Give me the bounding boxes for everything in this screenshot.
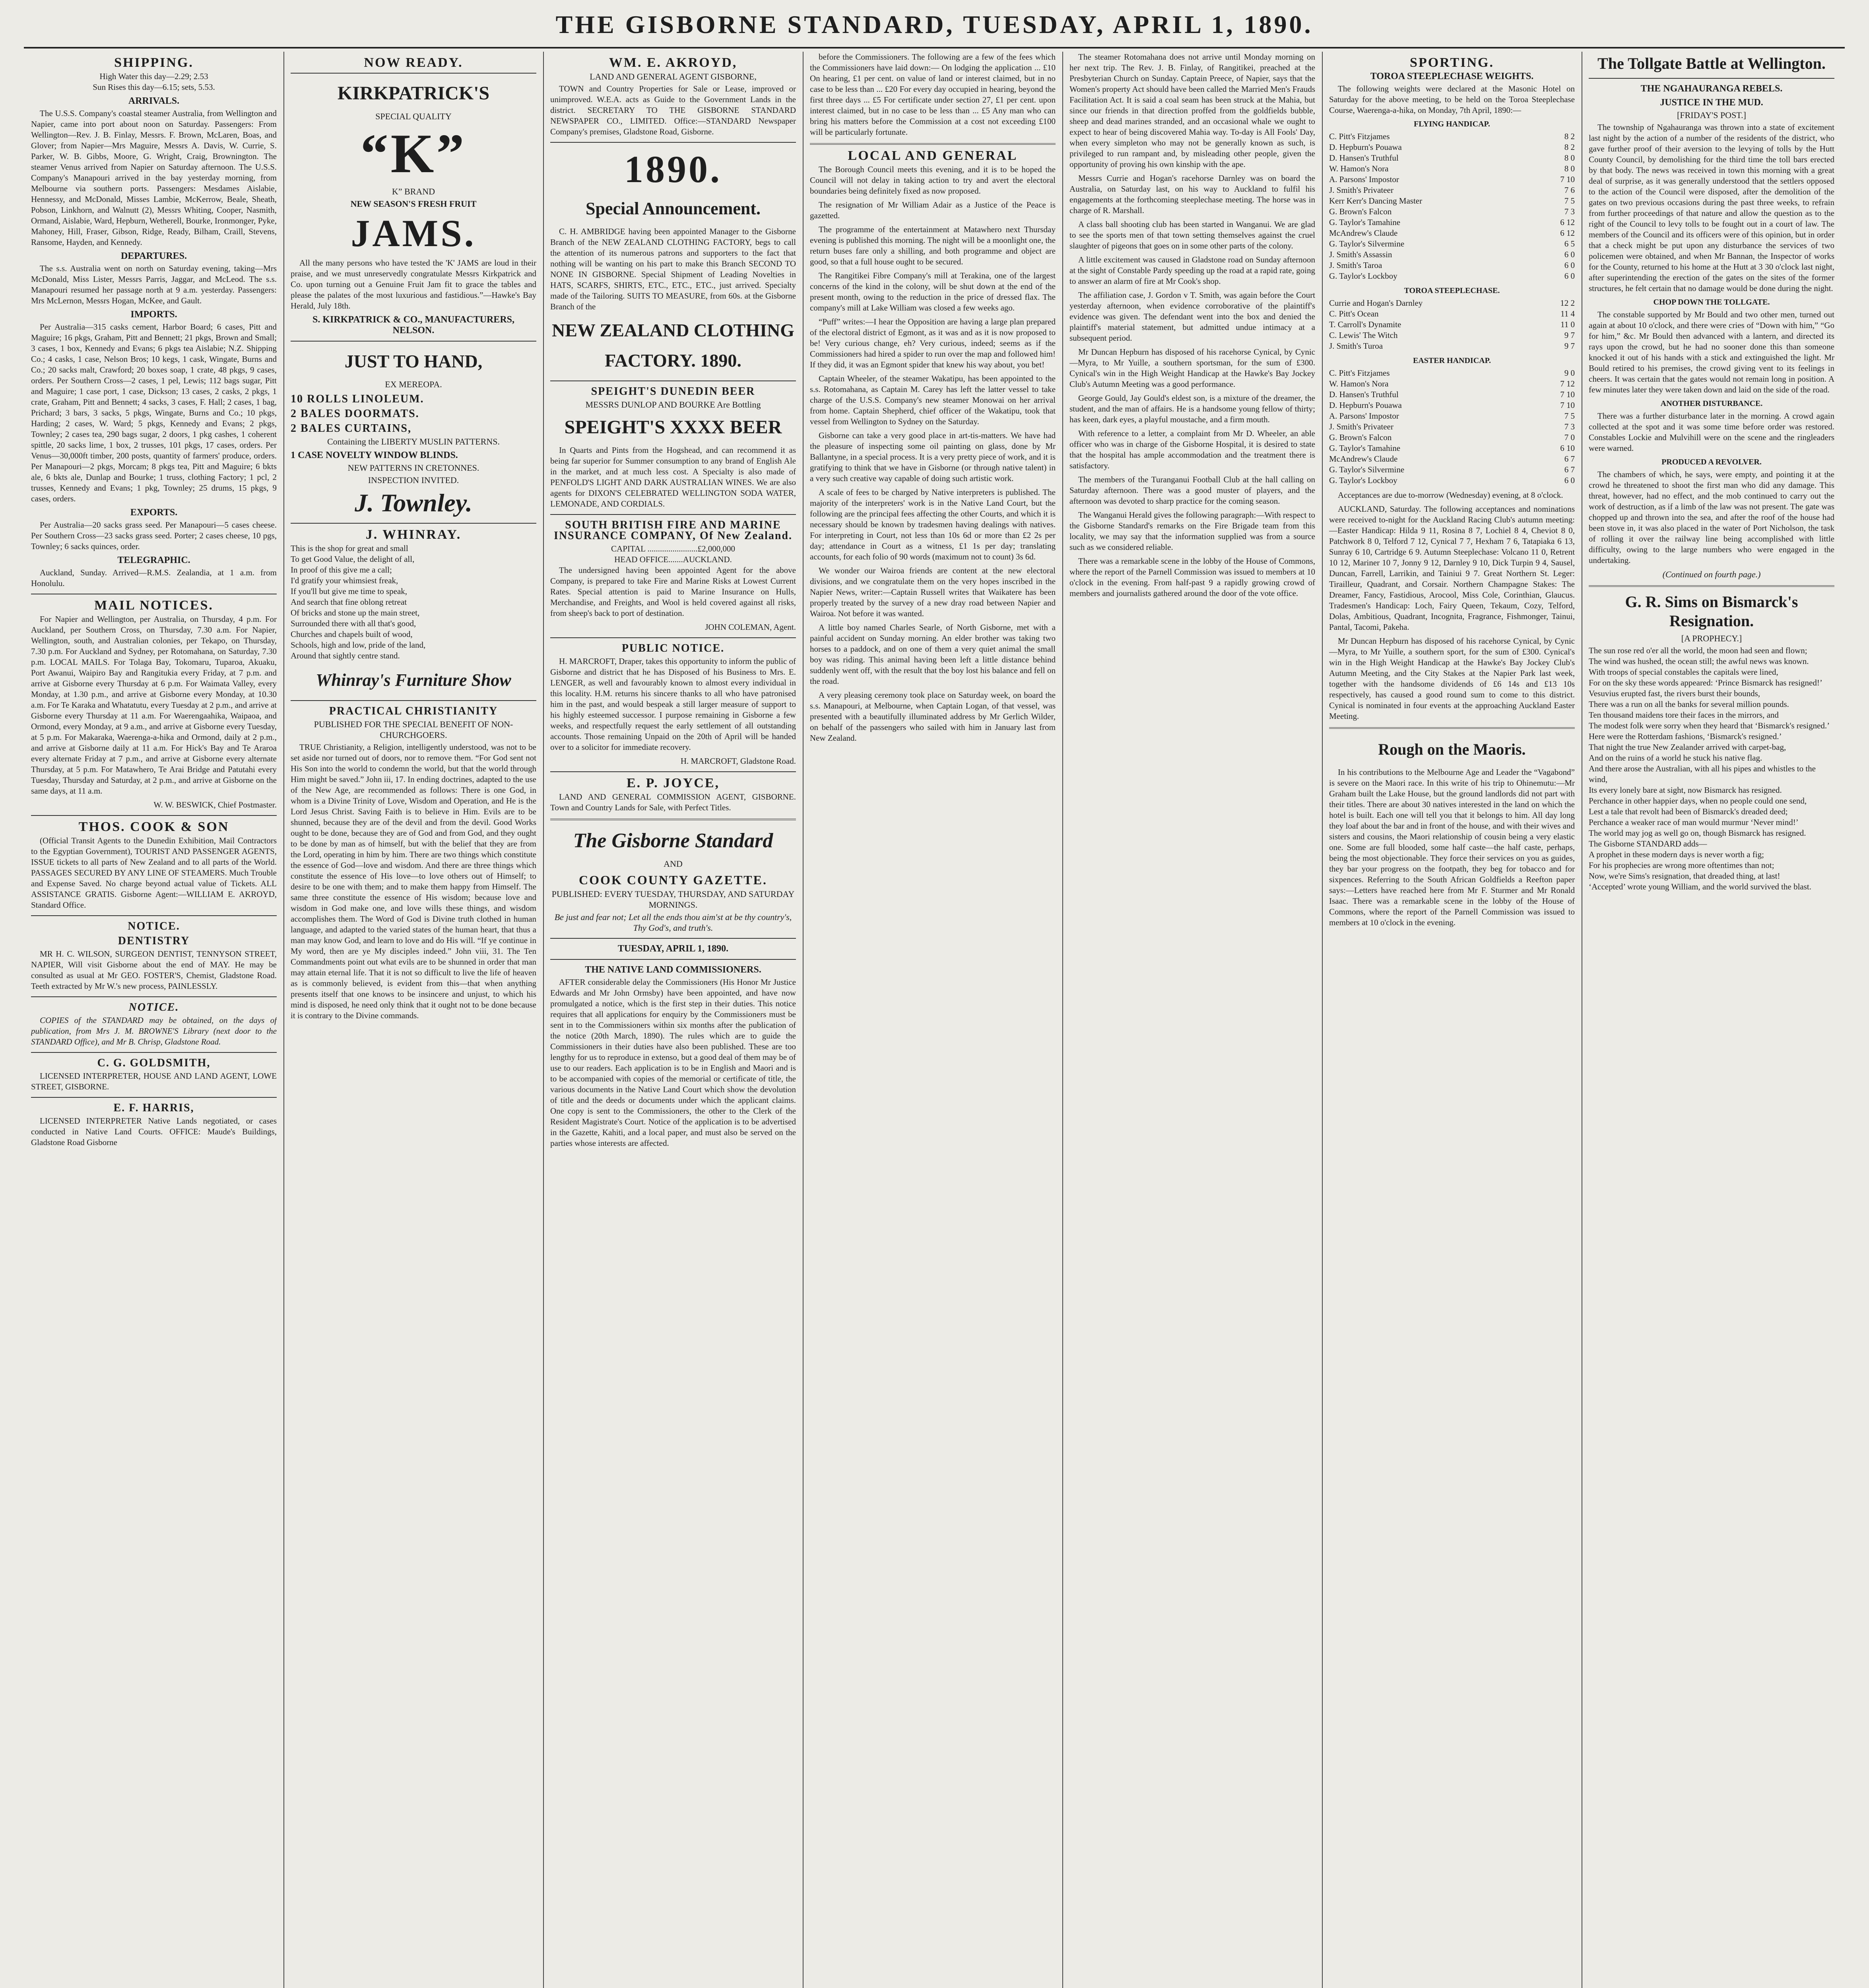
column-6 xyxy=(1329,52,1575,1988)
harris-text: LICENSED INTERPRETER Native Lands negotiated, or cases conducted in Native Land Courts. OFFICE: Maude's Buildings, Gladstone Road Gisborne xyxy=(31,1116,277,1147)
poem-line: Here were the Rotterdam fashions, ‘Bismarck's resigned.’ xyxy=(1589,732,1782,741)
horse-name: C. Pitt's Fitzjames xyxy=(1329,368,1390,378)
divider xyxy=(291,73,536,74)
toroa-intro: The following weights were declared at the Masonic Hotel on Saturday for the above meeting, to be held on the Toroa Steeplechase Course, Waerenga-a-hika, on Monday, 7th April, 1890:— xyxy=(1329,84,1575,115)
standard-and: AND xyxy=(664,859,683,869)
departures-text: The s.s. Australia went on north on Saturday evening, taking—Mrs McDonald, Miss Lister, Messrs Parris, Jaggar, and McLeod. The s.s. Manapouri resumed her passage north at 9 a.m. yesterday. Passengers: Mrs McLernon, Messrs Hogan, McKee, and Gault. xyxy=(31,264,277,305)
horse-weight: 7 12 xyxy=(1560,379,1575,388)
flying-handicap-list xyxy=(1329,131,1575,282)
divider xyxy=(550,142,796,143)
horse-weight: 7 3 xyxy=(1564,207,1575,216)
containing: Containing the LIBERTY MUSLIN PATTERNS. xyxy=(327,437,500,447)
local-item: George Gould, Jay Gould's eldest son, is a mixture of the dreamer, the student, and the man of affairs. He is a handsome young fellow of thirty; has keen, dark eyes, a playful moustache, and a firm mouth. xyxy=(1069,393,1315,424)
column-divider xyxy=(543,52,544,1988)
native-land-text: AFTER considerable delay the Commissioners (His Honor Mr Justice Edwards and Mr John Ormsby) have been appointed, and have now promulgated a notice, which is the first step in their duties. This notice requires that all applications for enquiry by the Commissioners must be sent in to the Commissioners within six months after the publication of the notice (20th March, 1890). The rules which are to guide the Commissioners in their duties have also been published. These are too lengthy for us to reproduce in extenso, but a good deal of them may be of use to our readers. Each application is to be in English and Maori and is to be accompanied with copies of the memorial or certificate of title, the various documents in the Native Land Court which show the devolution of title and the deeds or documents under which the applicant claims. One copy is sent to the Commissioners, the other to the Clerk of the Resident Magistrate's Court. Notice of the application is to be advertised in the Gazette, Kahiti, and a local paper, and must also be served on the parties whose interests are affected. xyxy=(550,977,796,1148)
divider xyxy=(550,819,796,820)
horse-name: G. Taylor's Tamahine xyxy=(1329,217,1401,227)
horse-name: W. Hamon's Nora xyxy=(1329,379,1389,388)
sims-sub: [A PROPHECY.] xyxy=(1681,633,1742,643)
poem-line: Ten thousand maidens tore their faces in the mirrors, and xyxy=(1589,710,1779,720)
poem-line: In proof of this give me a call; xyxy=(291,565,392,575)
weight-row xyxy=(1329,454,1575,464)
poem-line: The world may jog as well go on, though Bismarck has resigned. xyxy=(1589,828,1806,838)
weight-row xyxy=(1329,163,1575,174)
tollgate-text: The township of Ngahauranga was thrown into a state of excitement last night by the action of a number of the residents of the district, who gave further proof of their aversion to the levying of tolls by the Hutt County Council, by demolishing for the third time the toll bars erected by that body. The news was received in town this morning with a great deal of surprise, as it was generally understood that the settlers opposed to the action of the Council were disposed, after the demolition of the gates on two previous occasions during the past three weeks, to refrain from further proceedings of that nature and allow the question as to the right of the Council to levy tolls to be fought out in a court of law. The members of the Council and its officers were of this opinion, but in order that a check might be put upon any disturbance the services of two policemen were obtained, and when Mr Bannan, the Inspector of works for the County, returned to his home at the Hutt at 3 30 o'clock last night, after superintending the erection of the gates on the sites of the former structures, he felt certain that no damage would be done during the night. xyxy=(1589,122,1834,293)
horse-name: T. Carroll's Dynamite xyxy=(1329,320,1401,329)
goldsmith-heading: C. G. GOLDSMITH, xyxy=(97,1057,211,1069)
horse-name: C. Lewis' The Witch xyxy=(1329,330,1398,340)
horse-weight: 6 7 xyxy=(1564,465,1575,474)
local-item: A little boy named Charles Searle, of North Gisborne, met with a painful accident on Sunday morning. An elder brother was taking two horses to a paddock, and on one of them a very quiet animal the small boy was riding. This animal having been left a little distance behind suddenly went off, with the result that the boy lost his balance and fell on the road. xyxy=(810,623,1056,686)
weight-row xyxy=(1329,153,1575,163)
divider xyxy=(810,143,1056,145)
weight-row xyxy=(1329,421,1575,432)
horse-name: G. Taylor's Silvermine xyxy=(1329,239,1405,248)
speights-text: In Quarts and Pints from the Hogshead, and can recommend it as being far superior for Summer consumption to any brand of English Ale in the market, and at much less cost. A Specialty is also made of PENFOLD'S LIGHT AND DARK AUSTRALIAN WINES. We are also agents for DIXON'S CELEBRATED WELLINGTON SODA WATER, LEMONADE, AND CORDIALS. xyxy=(550,445,796,509)
horse-weight: 8 2 xyxy=(1564,132,1575,141)
poem-line: For his prophecies are wrong more oftentimes than not; xyxy=(1589,860,1774,870)
kirkpatrick-company: S. KIRKPATRICK & CO., MANUFACTURERS, NELSON. xyxy=(312,315,514,336)
shipping-heading: SHIPPING. xyxy=(114,55,194,70)
local-item: “Puff” writes:—I hear the Opposition are having a large plan prepared of the electoral district of Egmont, as it was and as it is now proposed to be! Very curious change, eh? Very curious, indeed; seems as if the Commissioners had hired a spider to run over the map and followed him! If they did, it was an Egmont spider that knew his way about, you bet! xyxy=(810,317,1056,369)
column-4 xyxy=(810,52,1056,1988)
flying-heading: FLYING HANDICAP. xyxy=(1414,120,1490,128)
divider xyxy=(550,514,796,515)
akroyd-sub: LAND AND GENERAL AGENT GISBORNE, xyxy=(590,72,757,82)
tide-line: High Water this day—2.29; 2.53 xyxy=(99,72,208,81)
horse-name: G. Taylor's Lockboy xyxy=(1329,271,1397,281)
speights-heading: SPEIGHT'S DUNEDIN BEER xyxy=(591,385,755,398)
tollgate-heading: The Tollgate Battle at Wellington. xyxy=(1597,54,1826,72)
poem-line: For on the sky these words appeared: ‘Prince Bismarck has resigned!’ xyxy=(1589,678,1822,687)
horse-name: G. Brown's Falcon xyxy=(1329,207,1392,216)
horse-name: Kerr Kerr's Dancing Master xyxy=(1329,196,1423,206)
local-item: The programme of the entertainment at Matawhero next Thursday evening is published this morning. The night will be a moonlight one, the return buses fare only a shilling, and both programme and object are good, so that a full house ought to be secured. xyxy=(810,225,1056,266)
mail-heading: MAIL NOTICES. xyxy=(94,598,213,613)
weight-row xyxy=(1329,196,1575,206)
notice-heading: NOTICE. xyxy=(128,920,180,932)
goldsmith-text: LICENSED INTERPRETER, HOUSE AND LAND AGENT, LOWE STREET, GISBORNE. xyxy=(31,1071,277,1091)
steeplechase-list xyxy=(1329,298,1575,351)
justice-heading: JUSTICE IN THE MUD. xyxy=(1660,97,1763,108)
horse-weight: 6 5 xyxy=(1564,239,1575,248)
motto: Be just and fear not; Let all the ends thou aim'st at be thy country's, Thy God's, and truth's. xyxy=(554,912,792,933)
horse-weight: 8 2 xyxy=(1564,142,1575,152)
sims-poem xyxy=(1589,645,1834,892)
acceptances-text: Acceptances are due to-morrow (Wednesday) evening, at 8 o'clock. xyxy=(1338,490,1563,500)
standard-subtitle: COOK COUNTY GAZETTE. xyxy=(579,873,767,887)
local-item: There was a remarkable scene in the lobby of the House of Commons, where the report of the Parnell Commission was issued to members at 10 o'clock in the evening. From half-past 9 a rapidly growing crowd of members and journalists gathered around the door of the vote office. xyxy=(1069,556,1315,598)
weight-row xyxy=(1329,249,1575,260)
sun-line: Sun Rises this day—6.15; sets, 5.53. xyxy=(93,82,215,92)
horse-name: McAndrew's Claude xyxy=(1329,454,1398,464)
revolver-heading: PRODUCED A REVOLVER. xyxy=(1661,458,1762,466)
poem-line: ‘Accepted’ wrote young William, and the world survived the blast. xyxy=(1589,882,1811,891)
speights-big: SPEIGHT'S XXXX BEER xyxy=(564,417,782,438)
column-divider xyxy=(1062,52,1063,1988)
divider xyxy=(31,915,277,916)
easter-heading: EASTER HANDICAP. xyxy=(1413,356,1491,365)
horse-weight: 8 0 xyxy=(1564,164,1575,173)
weight-row xyxy=(1329,475,1575,486)
local-item: We wonder our Wairoa friends are content at the new electoral divisions, and we congratulate them on the very hopes inscribed in the Napier News, writer:—Captain Russell writes that Waikatere has been properly treated by the survey of a new dray road between Napier and Wairoa. Not before it was wanted. xyxy=(810,566,1056,618)
local-item: A class ball shooting club has been started in Wanganui. We are glad to see the sports men of that town setting themselves against the cruel slaughter of pigeons that goes on in some other parts of the colony. xyxy=(1069,219,1315,250)
native-land-heading: THE NATIVE LAND COMMISSIONERS. xyxy=(585,965,761,975)
column-7 xyxy=(1589,52,1834,1988)
horse-name: D. Hepburn's Pouawa xyxy=(1329,142,1402,152)
horse-name: J. Smith's Assassin xyxy=(1329,250,1392,259)
local-item: A little excitement was caused in Gladstone road on Sunday afternoon at the sight of Constable Pardy speeding up the road at a rapid rate, going to answer an alarm of fire at Mr Cook's shop. xyxy=(1069,255,1315,286)
divider xyxy=(550,637,796,638)
horse-name: A. Parsons' Impostor xyxy=(1329,411,1399,421)
masthead xyxy=(24,6,1845,45)
townley-signature: J. Townley. xyxy=(355,489,472,517)
poem-line: With troops of special constables the capitals were lined, xyxy=(1589,667,1778,677)
k-brand-label: K” BRAND xyxy=(392,186,435,196)
local-item: The Rangitikei Fibre Company's mill at Terakina, one of the largest concerns of the kind in the colony, will be shut down at the end of the present month, owing to the reduction in the price of dressed flax. The company's mill at Lake William was closed a few weeks ago. xyxy=(810,271,1056,313)
poem-line: Churches and chapels built of wood, xyxy=(291,629,413,639)
horse-name: G. Taylor's Lockboy xyxy=(1329,476,1397,485)
horse-weight: 9 0 xyxy=(1564,368,1575,378)
practical-text: TRUE Christianity, a Religion, intelligently understood, was not to be set aside nor turned out of doors, nor to remove them. “For God sent not His Son into the world to condemn the world, but that the world through Him might be saved.” John iii, 17. In ending doctrines, adapted to the use of the New Age, are recommended as follows: There is one God, in whom is a Divine Trinity of Love, Wisdom and Operation, and He is the Lord Jesus Christ. Saving Faith is to believe in Him. Evils are to be shunned, because they are of the devil and from the devil. Good Works ought to be done, because they are of God and from God, and they ought to be done by man as of himself, but with the belief that they are from the Lord, operating in him by him. There are two things which constitute the essence of God—love and wisdom. And there are three things which constitute the essence of His love—to love others out of Himself; to desire to be one with them; and to make them happy from Himself. The same three constitute the essence of His wisdom; because love and wisdom in God make one, and love wills these things, and wisdom accomplishes them. The Word of God is Divine truth clothed in human language, and adapted to the varied states of the human heart, that thus a man may know God, and learn to love and do His will. “If ye continue in My word, then are ye My disciples indeed.” John viii, 31. The Ten Commandments point out what evils are to be shunned in order that man may attain eternal life. That it is not so difficult to live the life of heaven as is commonly believed, is evident from this—that when anything presents itself that one knows to be insincere and unjust, to which his mind is disposed, he need only think that it ought not to be done because it is contrary to the Divine commands. xyxy=(291,742,536,1020)
sporting-heading: SPORTING. xyxy=(1410,55,1494,70)
poem-line: To get Good Value, the delight of all, xyxy=(291,554,415,564)
practical-sub: PUBLISHED FOR THE SPECIAL BENEFIT OF NON-CHURCHGOERS. xyxy=(314,719,513,740)
poem-line: This is the shop for great and small xyxy=(291,544,408,553)
local-item: Gisborne can take a very good place in art-tis-matters. We have had the pleasure of inspecting some oil painting on glass, done by Mr Ballantyne, in a special process. It is a very pretty piece of work, and it is gratifying to think that we have in Gisborne (or through native talent) in a very such creative way capable of doing such artistic work. xyxy=(810,431,1056,483)
marcroft-signature: H. MARCROFT, Gladstone Road. xyxy=(680,756,796,766)
horse-name: D. Hansen's Truthful xyxy=(1329,153,1399,163)
item-doormats: 2 BALES DOORMATS. xyxy=(291,408,419,420)
horse-name: J. Smith's Privateer xyxy=(1329,422,1394,431)
another-text: There was a further disturbance later in the morning. A crowd again collected at the spot and it was some time before order was restored. Constables Lockie and Mulvihill were on the scene and the ringleaders were warned. xyxy=(1589,411,1834,453)
rough-heading: Rough on the Maoris. xyxy=(1378,740,1526,758)
horse-name: Currie and Hogan's Darnley xyxy=(1329,298,1423,308)
dentistry-text: MR H. C. WILSON, SURGEON DENTIST, TENNYSON STREET, NAPIER, Will visit Gisborne about the end of MAY. He may be consulted as usual at Mr GEO. FOSTER'S, Chemist, Gladstone Road. Teeth extracted by Mr W.'s new process, PAINLESSLY. xyxy=(31,949,277,991)
divider xyxy=(550,771,796,772)
horse-name: G. Brown's Falcon xyxy=(1329,433,1392,442)
poem-line: The sun rose red o'er all the world, the moon had seen and flown; xyxy=(1589,646,1807,655)
divider xyxy=(1589,78,1834,79)
horse-weight: 11 4 xyxy=(1560,309,1575,318)
horse-weight: 9 7 xyxy=(1564,330,1575,340)
masthead-rule xyxy=(24,47,1845,49)
published-line: PUBLISHED: EVERY TUESDAY, THURSDAY, AND SATURDAY MORNINGS. xyxy=(551,889,795,910)
weight-row xyxy=(1329,185,1575,196)
coleman-signature: JOHN COLEMAN, Agent. xyxy=(705,622,796,632)
whinray-poem xyxy=(291,543,536,661)
departures-heading: DEPARTURES. xyxy=(120,251,187,261)
capital-line: CAPITAL ........................£2,000,000 xyxy=(611,544,735,553)
local-continued-text: The steamer Rotomahana does not arrive until Monday morning on her next trip. The Rev. J. B. Finlay, of Rangitikei, preached at the Presbyterian Church on Sunday. Captain Preece, of Napier, says that the Women's property Act should have been called the Married Men's Frauds Facilitation Act. It is said a coal seam has been struck at the Mahia, but since our friends in that direction proffed from the goldfields bubble, sheep and dead marines stranded, and an occasional whale we ought to expect to hear of being discovered Mahia way. To-day is All Fools' Day, when every simpleton who may not be generally known as such, is privileged to run rampant and, by misleading other people, given the opportunity of proving his own kinship with the ape. xyxy=(1069,52,1315,169)
local-item: With reference to a letter, a complaint from Mr D. Wheeler, an able officer who was in charge of the Gisborne Hospital, it is desired to state that the hospital has ample accommodation and the treatment there is satisfactory. xyxy=(1069,429,1315,470)
cook-text: (Official Transit Agents to the Dunedin Exhibition, Mail Contractors to the Egyptian Government), TOURIST AND PASSENGER AGENTS, ISSUE tickets to all parts of New Zealand and to all parts of the World. PASSAGES SECURED BY ANY LINE OF STEAMERS. Much Trouble and Expense Saved. No charge beyond actual value of Tickets. ALL ASSISTANCE GRATIS. Gisborne Agent:—WILLIAM E. AKROYD, Standard Office. xyxy=(31,836,277,910)
imports-text: Per Australia—315 casks cement, Harbor Board; 6 cases, Pitt and Maguire; 16 pkgs, Graham, Pitt and Bennett; 21 pkgs, Brown and Small; 3 cases, 1 box, Kennedy and Evans; 6 pkgs tea Aislabie; N.Z. Shipping Co.; 4 casks, 1 case, Nelson Bros; 10 kegs, 1 cask, Wingate, Burns and Co.; 20 sacks malt, Crawford; 20 boxes soap, 1 crate, 48 pkgs, 9 cases, orders. Per Southern Cross—2 cases, 1 pel, Lewis; 112 bags sugar, Pitt and Maguire; 1 case port, 1 case, Dickson; 13 cases, 2 casks, 2 pkgs, 1 crate, Graham, Pitt and Bennett; 4 sacks, 3 cases, F. Hall; 2 cases, 1 bag, Prichard; 3 bars, 3 sacks, 5 pkgs, Wingate, Burns and Co.; 10 pkgs, Harding; 2 cases, W. Ward; 5 pkgs, Kennedy and Evans; 2 pkgs, Townley; 2 cases tea, 290 bags sugar, 2 doors, 1 pkg cashes, 1 coherent spittle, 20 sacks lime, 1 box, 2 trusses, 101 pkgs, 17 cases, orders. Per Venus—30,000ft timber, 200 posts, quantity of farmers' produce, orders. Per Manapouri—2 pkgs, Morcam; 8 pkgs tea, Pitt and Maguire; 6 bkts ale, 6 bkts ale, Dunlap and Bourke; 1 truss, clothing Factory; 1 pcl, 2 trusses, Kennedy and Evans; 1 pkg, Townley; 25 drums, 15 pkgs, 9 cases, orders. xyxy=(31,322,277,503)
poem-line: And search that fine oblong retreat xyxy=(291,597,407,607)
poem-line: A prophet in these modern days is never worth a fig; xyxy=(1589,850,1764,859)
poem-line: Of bricks and stone up the main street, xyxy=(291,608,420,617)
horse-weight: 7 0 xyxy=(1564,433,1575,442)
weight-row xyxy=(1329,464,1575,475)
poem-line: And there arose the Australian, with all his pipes and whistles to the wind, xyxy=(1589,764,1816,784)
chop-heading: CHOP DOWN THE TOLLGATE. xyxy=(1653,298,1770,307)
rough-text: In his contributions to the Melbourne Age and Leader the “Vagabond” is severe on the Maori race. In this write of his trip to Ohinemutu:—Mr Graham built the Lake House, but the ground landlords did not part with their titles. There are about 30 natives interested in the land on which the hotel is built. Each one will tell you that it belongs to him. All day long they loaf about the bar and in front of the house, and with their wives and sisters and cousins, the Maori relationship of cousin being a very elastic one. Some are full blooded, some half caste—the half caste, perhaps, being the most objectionable. They force their services on you as guides, they bar your progress on the footpath, they beg for tobacco and for sixpences. Referring to the South African Goldfields a Reefton paper says:—Letters have reached here from Mr F. Sturmer and Mr Ronald Isaac. There was a remarkable scene in the lobby of the House of Commons, where the report of the Parnell Commission was issued to members at 10 o'clock in the evening. xyxy=(1329,767,1575,927)
horse-name: D. Hansen's Truthful xyxy=(1329,390,1399,399)
horse-weight: 6 0 xyxy=(1564,271,1575,281)
horse-name: McAndrew's Claude xyxy=(1329,228,1398,238)
local-item: A very pleasing ceremony took place on Saturday week, on board the s.s. Manapouri, at Melbourne, when Captain Logan, of that vessel, was presented with a beautifully illuminated address by Mr Gerlich Wilder, on behalf of the passengers who sailed with him in January last from New Zealand. xyxy=(810,690,1056,743)
weight-row xyxy=(1329,174,1575,185)
weight-row xyxy=(1329,379,1575,389)
divider xyxy=(1329,727,1575,729)
post-line: [FRIDAY'S POST.] xyxy=(1677,110,1746,120)
weight-row xyxy=(1329,432,1575,443)
horse-name: J. Smith's Taroa xyxy=(1329,260,1382,270)
poem-line: Its every lonely bare at sight, now Bismarck has resigned. xyxy=(1589,785,1782,795)
poem-line: If you'll but give me time to speak, xyxy=(291,586,408,596)
horse-weight: 7 3 xyxy=(1564,422,1575,431)
hepburn-text: Mr Duncan Hepburn has disposed of his racehorse Cynical, by Cynic—Myra, to Mr Yuille, a southern sport, for the sum of £300. Cynical's win in the High Weight Handicap at the Hawke's Bay Jockey Club's Autumn Meeting, and the City Stakes at the Napier Park last week, together with the handsome dividends of £6 14s and £13 10s respectively, has caused a good round sum to come to this district. Cynical is nominated in four events at the approaching Auckland Easter Meeting. xyxy=(1329,636,1575,721)
column-divider xyxy=(283,52,284,1988)
weight-row xyxy=(1329,260,1575,271)
arrivals-heading: ARRIVALS. xyxy=(128,96,180,106)
ambridge-text: C. H. AMBRIDGE having been appointed Manager to the Gisborne Branch of the NEW ZEALAND CLOTHING FACTORY, begs to call the attention of its numerous patrons and supporters to the fact that nothing will be wanting on his part to make this Branch SECOND TO NONE IN GISBORNE. Special Shipment of Leading Novelties in HATS, SCARFS, SHIRTS, ETC., ETC., ETC., just arrived. Specialty made of the Tailoring. SUITS TO MEASURE, from 60s. at the Gisborne Branch of the xyxy=(550,227,796,311)
local-item: The resignation of Mr William Adair as a Justice of the Peace is gazetted. xyxy=(810,200,1056,220)
cook-heading: THOS. COOK & SON xyxy=(78,819,229,834)
year-1890: 1890. xyxy=(624,148,722,190)
divider xyxy=(31,996,277,997)
horse-name: D. Hepburn's Pouawa xyxy=(1329,400,1402,410)
just-to-hand: JUST TO HAND, xyxy=(344,351,483,371)
divider xyxy=(1589,585,1834,587)
public-notice-heading: PUBLIC NOTICE. xyxy=(621,642,725,654)
local-general-heading: LOCAL AND GENERAL xyxy=(848,148,1018,163)
column-divider xyxy=(1322,52,1323,1988)
masthead-title: THE GISBORNE STANDARD, TUESDAY, APRIL 1, 1890. xyxy=(555,10,1313,39)
weight-row xyxy=(1329,400,1575,411)
chop-text: The constable supported by Mr Bould and two other men, turned out again at about 10 o'clock, and there were cries of “Down with him,” “Go for him,” &c. Mr Bould then advanced with a lantern, and directed its rays upon the crowd, but he had no sooner done this than someone knocked it out of his hands with a stick and extinguished the light. Mr Bould retired to his premises, the crowd giving vent to its feelings in cheers. It was certain that the gates would not remain long in position. A few minutes later they were taken down and laid on the side of the road. xyxy=(1589,310,1834,394)
horse-weight: 6 0 xyxy=(1564,260,1575,270)
divider xyxy=(31,815,277,816)
new-season: NEW SEASON'S FRESH FRUIT xyxy=(350,199,477,209)
divider xyxy=(550,959,796,960)
akroyd-text: TOWN and Country Properties for Sale or Lease, improved or unimproved. W.E.A. acts as Guide to the Government Lands in the district. SECRETARY TO THE GISBORNE STANDARD NEWSPAPER CO., LIMITED. Office:—STANDARD Newspaper Company's premises, Gladstone Road, Gisborne. xyxy=(550,84,796,136)
weight-row xyxy=(1329,309,1575,319)
weight-row xyxy=(1329,341,1575,351)
local-item: Messrs Currie and Hogan's racehorse Darnley was on board the Australia, on Saturday last, on his way to Auckland to fulfil his engagements at the forthcoming steeplechase meeting. The horse was in charge of R. Marshall. xyxy=(1069,173,1315,215)
joyce-heading: E. P. JOYCE, xyxy=(626,776,720,790)
jams-text: All the many persons who have tested the 'K' JAMS are loud in their praise, and we must unreservedly congratulate Messrs Kirkpatrick and Co. upon turning out a Genuine Fruit Jam fit to grace the tables and please the palates of the most luxurious and fastidious.”—Hawke's Bay Herald, July 18th. xyxy=(291,258,536,311)
horse-weight: 8 0 xyxy=(1564,153,1575,163)
horse-weight: 12 2 xyxy=(1560,298,1575,308)
horse-name: C. Pitt's Fitzjames xyxy=(1329,132,1390,141)
local-item: A scale of fees to be charged by Native interpreters is published. The majority of the interpreters' work is in the Native Land Court, but the following are the principal fees affecting the other Courts, and which it is necessary should be known by tradesmen having dealings with natives. For interpreting in Court, not less than 10s 6d or more than £2 2s per day; attendance in Court as a witness, £1 1s per day; translating accounts, for each folio of 90 words (maximum not to count) 3s 6d. xyxy=(810,487,1056,561)
toroa-heading: TOROA STEEPLECHASE WEIGHTS. xyxy=(1370,71,1534,82)
jams-heading: JAMS. xyxy=(351,212,476,254)
poem-line: That night the true New Zealander arrived with carpet-bag, xyxy=(1589,742,1786,752)
weight-row xyxy=(1329,330,1575,341)
nz-clothing-factory: NEW ZEALAND CLOTHING FACTORY. 1890. xyxy=(551,320,795,371)
weight-row xyxy=(1329,319,1575,330)
poem-line: The wind was hushed, the ocean still; the awful news was known. xyxy=(1589,656,1809,666)
another-heading: ANOTHER DISTURBANCE. xyxy=(1660,399,1763,408)
auckland-text: AUCKLAND, Saturday. The following acceptances and nominations were received to-night for the Auckland Racing Club's autumn meeting:—Easter Handicap: Hilda 9 11, Rosina 8 7, Lochiel 8 4, Cheviot 8 0, Patchwork 8 0, Telford 7 12, Cynical 7 7, Hexham 7 6, Tatapiaka 6 13, Sunray 6 10, Cartridge 6 9. Autumn Steeplechase: Volcano 11 0, Retrent 10 12, Mariner 10 7, Jonny 9 12, Darnley 9 10, Dick Turpin 9 4, Sausel, Duncan, Farrell, Larrikin, and Tainiui 9 7. Great Northern St. Leger: Tirailleur, Quadrant, and Corsair. Northern Champagne Stakes: The Dreamer, Fancy, Fastidious, Arocool, Miss Cole, Corinthian, Glaucus. Tradesmen's Handicap: Loch, Fairy Queen, Tekaum, Cozy, Telford, Dolas, Ambitious, Quadrant, Incognita, Fragrance, Fishmonger, Tainui, Pantal, Tacomi, Pakeha. xyxy=(1329,504,1575,632)
weight-row xyxy=(1329,131,1575,142)
column-3 xyxy=(550,52,796,1988)
mail-text: For Napier and Wellington, per Australia, on Thursday, 4 p.m. For Auckland, per Southern Cross, on Thursday, 7.30 a.m. For Napier, Wellington, south, and Australian colonies, per Tekapo, on Thursday, 7.30 p.m. For Auckland and Sydney, per Rotomahana, on Saturday, 7.30 p.m. LOCAL MAILS. For Tolaga Bay, Tokomaru, Tuparoa, Akuaku, Port Awanui, Waipiro Bay and Rangitukia every Friday, at 7 p.m. and arrive at Gisborne every Thursday at 6 p.m. For Waimata Valley, every Monday, at 1.30 p.m., and arrive at Gisborne every Monday, at 10.30 a.m. For Te Karaka and Whatatutu, every Tuesday at 2 p.m., and arrive at Gisborne every Thursday at 11 a.m. For Waerengaahika, Waipaoa, and Ormond, every Monday, at 9 a.m., and arrive at Gisborne every Tuesday, at 5 p.m. For Makaraka, Waerenga-a-hika and Ormond, daily at 2 p.m., and arrive at Gisborne daily at 11 a.m. For Hick's Bay and Te Araroa every alternate Friday at 7 p.m., and arrive at Gisborne every alternate Thursday, at 5 p.m. For Matawhero, Te Arai Bridge and Patutahi every Tuesday, Thursday and Saturday, at 2 p.m., and arrive at Gisborne on the same days, at 11 a.m. xyxy=(31,614,277,796)
horse-weight: 7 10 xyxy=(1560,400,1575,410)
horse-weight: 6 0 xyxy=(1564,250,1575,259)
weight-row xyxy=(1329,206,1575,217)
continued-line: (Continued on fourth page.) xyxy=(1662,569,1761,579)
revolver-text: The chambers of which, he says, were empty, and pointing it at the crowd he threatened to shoot the first man who did any damage. This threat, however, had no effect, and the mob continued to carry out the work of destruction, as if a limb of the law was not present. The gate was chopped up and thrown into the sea, and after the roof of the house had been stove in, it was also placed in the water of Port Nicholson, the task of rolling it over the railway line being accomplished with little difficulty, owing to the large numbers who were engaged in the undertaking. xyxy=(1589,470,1834,565)
horse-weight: 6 7 xyxy=(1564,454,1575,464)
issue-date: TUESDAY, APRIL 1, 1890. xyxy=(617,944,729,954)
divider xyxy=(291,700,536,701)
notice2-text: COPIES of the STANDARD may be obtained, on the days of publication, from Mrs J. M. BROWNE'S Library (next door to the STANDARD Office), and Mr B. Chrisp, Gladstone Road. xyxy=(31,1015,277,1046)
horse-weight: 6 10 xyxy=(1560,443,1575,453)
item-blinds: 1 CASE NOVELTY WINDOW BLINDS. xyxy=(291,450,458,460)
weight-row xyxy=(1329,389,1575,400)
practical-heading: PRACTICAL CHRISTIANITY xyxy=(329,705,498,717)
special-announcement: Special Announcement. xyxy=(585,199,761,218)
local-item: Mr Duncan Hepburn has disposed of his racehorse Cynical, by Cynic—Myra, to Mr Yuille, a southern sportsman, for the sum of £300. Cynical's win in the High Weight Handicap at the Hawke's Bay Jockey Club's Autumn Meeting was a good performance. xyxy=(1069,347,1315,389)
horse-weight: 6 0 xyxy=(1564,476,1575,485)
horse-name: G. Taylor's Silvermine xyxy=(1329,465,1405,474)
horse-weight: 6 12 xyxy=(1560,228,1575,238)
whinray-heading: J. WHINRAY. xyxy=(365,527,462,542)
horse-weight: 11 0 xyxy=(1560,320,1575,329)
horse-name: J. Smith's Turoa xyxy=(1329,341,1383,351)
weight-row xyxy=(1329,142,1575,153)
easter-handicap-list xyxy=(1329,368,1575,486)
divider xyxy=(31,1052,277,1053)
divider xyxy=(291,341,536,342)
telegraphic-heading: TELEGRAPHIC. xyxy=(117,555,190,565)
exports-text: Per Australia—20 sacks grass seed. Per Manapouri—5 cases cheese. Per Southern Cross—23 sacks grass seed. Porter; 2 cases cheese, 10 pgs, Townley; 6 sacks quinces, order. xyxy=(31,520,277,551)
weight-row xyxy=(1329,368,1575,379)
south-british-text: The undersigned having been appointed Agent for the above Company, is prepared to take Fire and Marine Risks at Lowest Current Rates. Special attention is paid to Marine Insurance on Hulls, Merchandise, and Freights, and Wool is held covered against all risks, from sheep's back to port of destination. xyxy=(550,565,796,618)
kirkpatrick-heading: KIRKPATRICK'S xyxy=(337,83,490,104)
weight-row xyxy=(1329,443,1575,454)
harris-heading: E. F. HARRIS, xyxy=(113,1102,194,1114)
item-linoleum: 10 ROLLS LINOLEUM. xyxy=(291,393,424,405)
horse-weight: 7 10 xyxy=(1560,175,1575,184)
divider xyxy=(550,938,796,939)
sims-heading: G. R. Sims on Bismarck's Resignation. xyxy=(1625,593,1798,630)
poem-line: And on the ruins of a world he stuck his native flag. xyxy=(1589,753,1762,763)
dentistry-heading: DENTISTRY xyxy=(118,935,190,947)
speights-sub: MESSRS DUNLOP AND BOURKE Are Bottling xyxy=(585,400,761,410)
poem-line: Perchance in other happier days, when no people could one send, xyxy=(1589,796,1807,806)
special-quality: SPECIAL QUALITY xyxy=(375,111,452,121)
weight-row xyxy=(1329,228,1575,239)
inspection: INSPECTION INVITED. xyxy=(368,475,459,485)
furniture-show: Whinray's Furniture Show xyxy=(316,670,511,690)
horse-weight: 7 5 xyxy=(1564,196,1575,206)
horse-name: A. Parsons' Impostor xyxy=(1329,175,1399,184)
exports-heading: EXPORTS. xyxy=(130,507,178,518)
column-5 xyxy=(1069,52,1315,1988)
horse-name: G. Taylor's Tamahine xyxy=(1329,443,1401,453)
horse-name: C. Pitt's Ocean xyxy=(1329,309,1379,318)
local-item: The Borough Council meets this evening, and it is to be hoped the Council will not delay in taking action to try and avert the electoral boundaries being definitely fixed as now proposed. xyxy=(810,165,1056,196)
poem-line: Schools, high and low, pride of the land, xyxy=(291,640,426,650)
weight-row xyxy=(1329,271,1575,282)
imports-heading: IMPORTS. xyxy=(130,309,177,320)
weight-row xyxy=(1329,411,1575,421)
item-curtains: 2 BALES CURTAINS, xyxy=(291,422,412,435)
south-british-heading: SOUTH BRITISH FIRE AND MARINE INSURANCE COMPANY, Of New Zealand. xyxy=(553,519,792,542)
poem-line: Now, we're Sims's resignation, that dreaded thing, at last! xyxy=(1589,871,1780,881)
divider xyxy=(291,523,536,524)
k-brand-big: “K” xyxy=(360,123,467,184)
poem-line: The modest folk were sorry when they heard that ‘Bismarck's resigned.’ xyxy=(1589,721,1830,730)
standard-title: The Gisborne Standard xyxy=(573,829,773,852)
horse-name: W. Hamon's Nora xyxy=(1329,164,1389,173)
public-notice-text: H. MARCROFT, Draper, takes this opportunity to inform the public of Gisborne and district that he has Disposed of his Business to Mrs. E. LENGER, as well and favourably known to almost every individual in this locality. H.M. returns his sincere thanks to all who have patronised him in the past, and would bespeak a still larger measure of support to his highly esteemed successor. I purpose remaining in Gisborne a few weeks, and respectfully request the early settlement of all outstanding accounts. Those remaining Unpaid on the 20th of April will be handed over to a solicitor for immediate recovery. xyxy=(550,656,796,752)
weight-row xyxy=(1329,298,1575,309)
horse-weight: 9 7 xyxy=(1564,341,1575,351)
poem-line: Vesuvius erupted fast, the rivers burst their bounds, xyxy=(1589,689,1760,698)
poem-line: I'd gratify your whimsiest freak, xyxy=(291,576,398,585)
divider xyxy=(31,1097,277,1098)
local-item: Captain Wheeler, of the steamer Wakatipu, has been appointed to the s.s. Rotomahana, as Captain M. Carey has left the latter vessel to take charge of the U.S.S. Company's new steamer Monowai on her arrival from home. Captain Shepherd, chief officer of the Wakatipu, took that vessel from Wellington to Sydney on the Saturday. xyxy=(810,374,1056,426)
poem-line: Around that sightly centre stand. xyxy=(291,651,400,660)
head-office-line: HEAD OFFICE.......AUCKLAND. xyxy=(614,555,732,564)
column-1 xyxy=(31,52,277,1988)
weight-row xyxy=(1329,217,1575,228)
horse-weight: 6 12 xyxy=(1560,217,1575,227)
poem-line: Surrounded there with all that's good, xyxy=(291,619,416,628)
commission-fees-text: before the Commissioners. The following are a few of the fees which the Commissioners have laid down:— On lodging the application ... £10 On hearing, £1 per cent. on value of land or interest claimed, but in no case to be less than ... £20 For every day occupied in hearing, beyond the first three days ... £5 For certificate under section 27, £1 per cent. upon interest claimed, but in no case to be less than ... £5 Any man who can bring his matters before the Commission at a cost not exceeding £100 will be particularly fortunate. xyxy=(810,52,1056,137)
mail-signature: W. W. BESWICK, Chief Postmaster. xyxy=(153,800,277,810)
poem-line: Perchance a weaker race of man would murmur ‘Never mind!’ xyxy=(1589,817,1799,827)
poem-line: The Gisborne STANDARD adds— xyxy=(1589,839,1707,848)
column-2 xyxy=(291,52,536,1988)
ngahauranga-heading: THE NGAHAURANGA REBELS. xyxy=(1640,83,1783,94)
now-ready-heading: NOW READY. xyxy=(364,55,463,70)
horse-weight: 7 10 xyxy=(1560,390,1575,399)
cretonnes: NEW PATTERNS IN CRETONNES. xyxy=(347,463,479,473)
horse-weight: 7 5 xyxy=(1564,411,1575,421)
horse-weight: 7 6 xyxy=(1564,185,1575,195)
local-item: The affiliation case, J. Gordon v T. Smith, was again before the Court yesterday afternoon, when evidence corroborative of the plaintiff's evidence was given. The defendant went into the box and denied the plaintiff's material statement, but admitted undue intimacy at a subsequent period. xyxy=(1069,290,1315,343)
poem-line: Lest a tale that revolt had been of Bismarck's dreaded deed; xyxy=(1589,807,1788,816)
akroyd-heading: WM. E. AKROYD, xyxy=(609,55,738,70)
horse-name: J. Smith's Privateer xyxy=(1329,185,1394,195)
weight-row xyxy=(1329,239,1575,249)
local-item: The Wanganui Herald gives the following paragraph:—With respect to the Gisborne Standard's remarks on the Fire Brigade team from this locality, we may say that the information supplied was from a source such as we considered reliable. xyxy=(1069,510,1315,552)
arrivals-text: The U.S.S. Company's coastal steamer Australia, from Wellington and Napier, came into port about noon on Saturday. Passengers: From Wellington—Rev. J. B. Finlay, Messrs. F. Brown, McLaren, Boas, and Glover; from Napier—Mrs Maguire, Messrs A. Davis, W. Currie, S. Parker, W. B. Gibbs, Moore, G. Wright, Craig, Brownington. The steamer Venus arrived from Napier on Saturday afternoon. The U.S.S. Company's Manapouri arrived in the bay yesterday morning, from Melbourne via southern ports. Passengers: Mesdames Aislabie, Hennessy, and McDonald, Misses Lambie, McKerrow, Beale, Sheath, Pobson, Linkhorn, and Walnutt (2), Messrs Whiting, Cooper, Nasmith, Ormand, Aislabie, Ward, Hepburn, Wetherell, Bourke, Ironmonger, Pyke, Mahoney, Hill, Fraser, Gibson, Ridge, Ready, Bilham, Craill, Stevens, Ransome, Hayden, and Kennedy. xyxy=(31,109,277,247)
steeple-heading: TOROA STEEPLECHASE. xyxy=(1404,286,1500,295)
local-item: The members of the Turanganui Football Club at the hall calling on Saturday afternoon. There was a good muster of players, and the afternoon was devoted to sharp practice for the coming season. xyxy=(1069,475,1315,506)
notice2-heading: NOTICE. xyxy=(128,1001,179,1013)
joyce-text: LAND AND GENERAL COMMISSION AGENT, GISBORNE. Town and Country Lands for Sale, with Perfect Titles. xyxy=(550,792,796,812)
ex-mereopa: EX MEREOPA. xyxy=(385,379,442,389)
telegraphic-text: Auckland, Sunday. Arrived—R.M.S. Zealandia, at 1 a.m. from Honolulu. xyxy=(31,568,277,588)
poem-line: There was a run on all the banks for several million pounds. xyxy=(1589,699,1789,709)
